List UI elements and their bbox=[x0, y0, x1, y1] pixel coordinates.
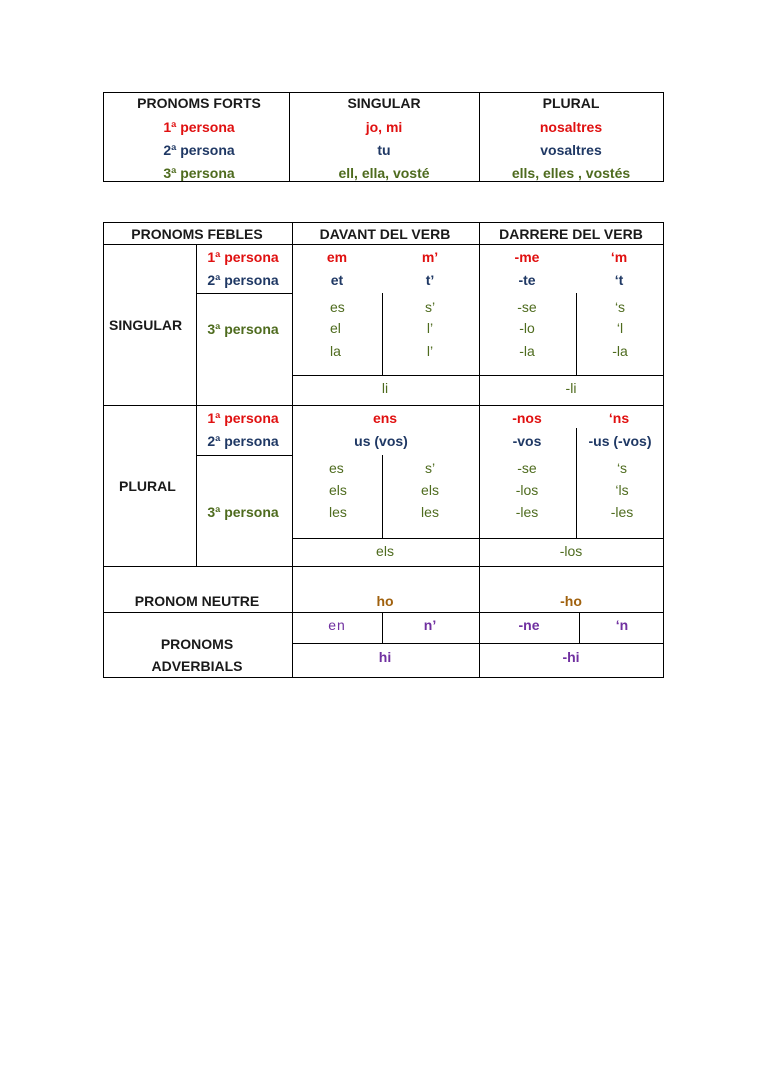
neutre-darrere: -ho bbox=[560, 593, 582, 609]
plur-p3-darrere-b-3: -les bbox=[610, 504, 634, 520]
sing-p3-davant-b-1: s’ bbox=[424, 299, 436, 315]
plur-p2-davant: us (vos) bbox=[354, 433, 408, 449]
plur-p1-davant: ens bbox=[372, 410, 398, 426]
plur-p3-davant-b-1: s’ bbox=[424, 460, 436, 476]
adverbials-label-line2: ADVERBIALS bbox=[151, 658, 243, 674]
table1-row3-singular: ell, ella, vosté bbox=[338, 165, 430, 181]
row-line bbox=[292, 538, 664, 539]
sing-p1-davant-b: m’ bbox=[421, 249, 439, 265]
table1-row3-plural: ells, elles , vostés bbox=[511, 165, 631, 181]
table1-row2-plural: vosaltres bbox=[540, 142, 602, 158]
sing-p2-darrere-b: ‘t bbox=[614, 272, 624, 288]
col-line bbox=[579, 612, 580, 643]
col-line bbox=[576, 428, 577, 538]
sing-p3-davant-a-3: la bbox=[330, 343, 341, 359]
table-col-line bbox=[289, 93, 290, 181]
adverbial-en-elided: n’ bbox=[423, 617, 437, 633]
row-line bbox=[103, 405, 664, 406]
table2-header-davant: DAVANT DEL VERB bbox=[319, 226, 451, 242]
adverbial-en-post: -ne bbox=[518, 617, 540, 633]
adverbial-hi-post: -hi bbox=[562, 649, 580, 665]
sing-p3-darrere-a-2: -lo bbox=[519, 320, 535, 336]
sing-p3-darrere-a-3: -la bbox=[519, 343, 535, 359]
plur-p1-darrere-a: -nos bbox=[512, 410, 542, 426]
plur-p3-darrere-b-1: ‘s bbox=[616, 460, 628, 476]
adverbials-label-line1: PRONOMS bbox=[160, 636, 234, 652]
plur-p3-davant-a-1: es bbox=[329, 460, 344, 476]
plur-p3-davant-a-2: els bbox=[329, 482, 347, 498]
col-line bbox=[196, 244, 197, 567]
table2-header-febles: PRONOMS FEBLES bbox=[131, 226, 263, 242]
table1-row1-plural: nosaltres bbox=[539, 119, 603, 135]
adverbial-en-post-elided: ‘n bbox=[615, 617, 629, 633]
col-line bbox=[382, 293, 383, 375]
row-line bbox=[196, 293, 293, 294]
sing-p1-label: 1ª persona bbox=[207, 249, 279, 265]
sing-p3-darrere-a-1: -se bbox=[517, 299, 537, 315]
sing-p2-label: 2ª persona bbox=[207, 272, 279, 288]
table1-row2-person: 2ª persona bbox=[163, 142, 235, 158]
plur-p3-davant-b-3: les bbox=[421, 504, 439, 520]
plur-p2-darrere-a: -vos bbox=[512, 433, 542, 449]
plur-p3-indirect-darrere: -los bbox=[559, 543, 583, 559]
table1-header-singular: SINGULAR bbox=[347, 95, 421, 111]
sing-p3-darrere-b-3: -la bbox=[612, 343, 628, 359]
col-line bbox=[382, 455, 383, 538]
plur-p3-darrere-a-1: -se bbox=[517, 460, 537, 476]
sing-p3-label: 3ª persona bbox=[207, 321, 279, 337]
neutre-davant: ho bbox=[376, 593, 394, 609]
col-line bbox=[292, 222, 293, 678]
sing-p2-darrere-a: -te bbox=[518, 272, 536, 288]
col-line bbox=[576, 293, 577, 375]
adverbial-hi: hi bbox=[378, 649, 392, 665]
col-line bbox=[479, 222, 480, 678]
row-line bbox=[292, 643, 664, 644]
table1-header-forts: PRONOMS FORTS bbox=[137, 95, 261, 111]
plur-p3-darrere-b-2: ‘ls bbox=[615, 482, 629, 498]
table-col-line bbox=[479, 93, 480, 181]
sing-p1-darrere-b: ‘m bbox=[610, 249, 628, 265]
sing-p3-indirect-davant: li bbox=[381, 380, 389, 396]
plur-p3-davant-a-3: les bbox=[329, 504, 347, 520]
sing-p3-davant-a-1: es bbox=[330, 299, 345, 315]
table2-header-darrere: DARRERE DEL VERB bbox=[499, 226, 643, 242]
sing-p1-davant-a: em bbox=[326, 249, 348, 265]
table1-row2-singular: tu bbox=[377, 142, 391, 158]
table1-row1-singular: jo, mi bbox=[365, 119, 403, 135]
row-line bbox=[103, 244, 664, 245]
singular-label: SINGULAR bbox=[109, 317, 183, 333]
plur-p3-indirect-davant: els bbox=[376, 543, 394, 559]
sing-p2-davant-b: t’ bbox=[425, 272, 435, 288]
sing-p1-darrere-a: -me bbox=[514, 249, 540, 265]
table1-row1-person: 1ª persona bbox=[163, 119, 235, 135]
sing-p3-davant-b-2: l’ bbox=[426, 320, 434, 336]
plur-p3-davant-b-2: els bbox=[421, 482, 439, 498]
sing-p3-darrere-b-2: ‘l bbox=[616, 320, 624, 336]
table1-header-plural: PLURAL bbox=[542, 95, 600, 111]
plur-p3-label: 3ª persona bbox=[207, 504, 279, 520]
plur-p3-darrere-a-2: -los bbox=[515, 482, 539, 498]
plur-p2-label: 2ª persona bbox=[207, 433, 279, 449]
col-line bbox=[382, 612, 383, 643]
row-line bbox=[103, 566, 664, 567]
table1-row3-person: 3ª persona bbox=[163, 165, 235, 181]
plur-p3-darrere-a-3: -les bbox=[515, 504, 539, 520]
plur-p1-label: 1ª persona bbox=[207, 410, 279, 426]
plural-label: PLURAL bbox=[119, 478, 176, 494]
sing-p3-darrere-b-1: ‘s bbox=[614, 299, 626, 315]
adverbial-en: en bbox=[328, 617, 346, 633]
plur-p2-darrere-b: -us (-vos) bbox=[588, 433, 652, 449]
sing-p3-davant-b-3: l’ bbox=[426, 343, 434, 359]
row-line bbox=[292, 375, 664, 376]
weak-pronouns-table bbox=[103, 222, 664, 678]
plur-p1-darrere-b: ‘ns bbox=[608, 410, 630, 426]
neutre-label: PRONOM NEUTRE bbox=[134, 593, 260, 609]
row-line bbox=[196, 455, 293, 456]
sing-p3-davant-a-2: el bbox=[330, 320, 341, 336]
sing-p3-indirect-darrere: -li bbox=[565, 380, 577, 396]
sing-p2-davant-a: et bbox=[330, 272, 344, 288]
